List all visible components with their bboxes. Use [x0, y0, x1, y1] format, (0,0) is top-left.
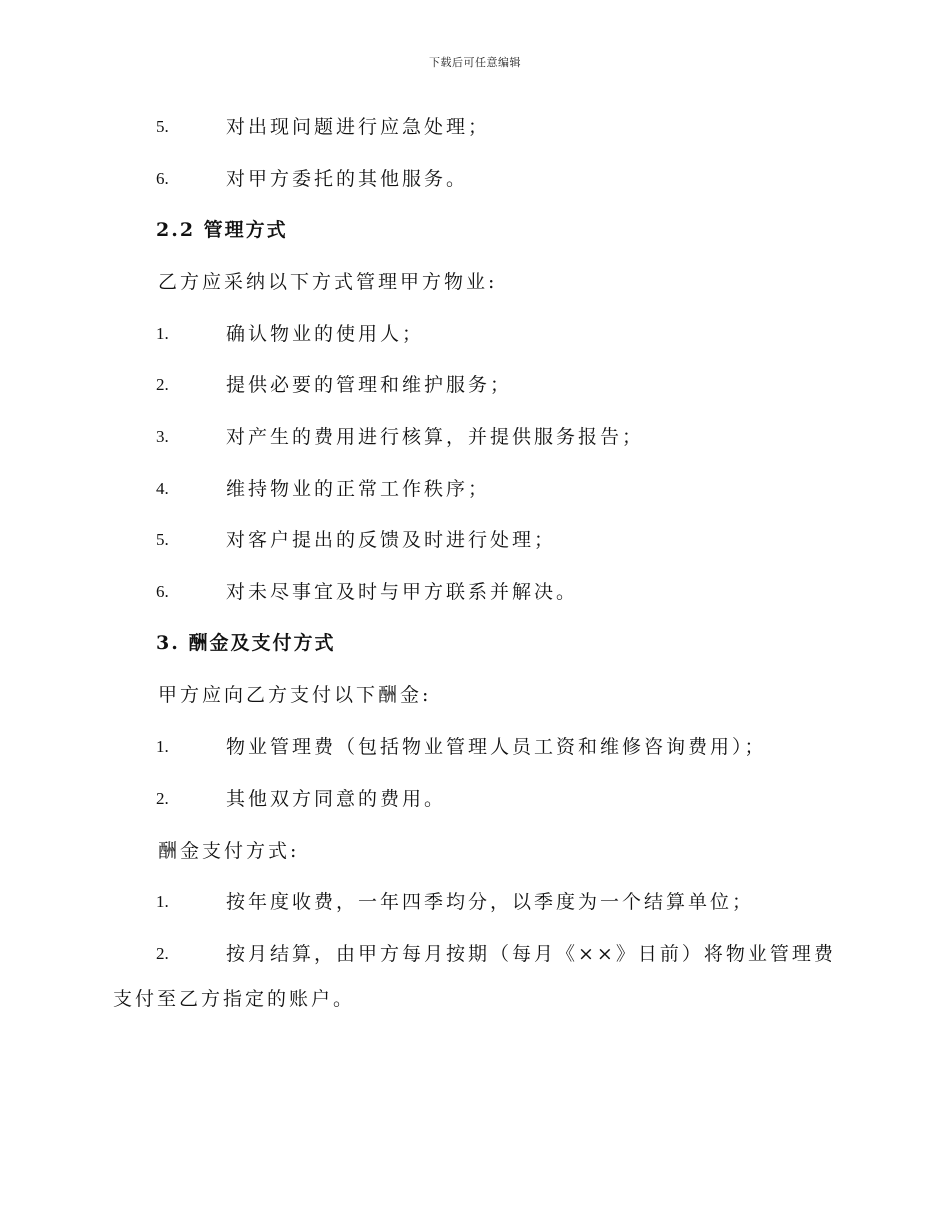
- list-number: 6.: [156, 582, 169, 601]
- list-number: 1.: [156, 324, 169, 343]
- list-text-continuation: 支付至乙方指定的账户。: [113, 988, 356, 1010]
- list-number: 5.: [156, 530, 169, 549]
- list-text: 对甲方委托的其他服务。: [226, 168, 469, 190]
- list-text: 物业管理费（包括物业管理人员工资和维修咨询费用）；: [226, 736, 767, 758]
- list-number: 2.: [156, 375, 169, 394]
- list-text: 提供必要的管理和维护服务；: [226, 374, 513, 396]
- list-number: 1.: [156, 737, 169, 756]
- list-number: 3.: [156, 427, 169, 446]
- list-number: 5.: [156, 117, 169, 136]
- section-heading-2-2: 2.2 管理方式: [156, 219, 288, 241]
- list-number: 4.: [156, 479, 169, 498]
- list-text: 按年度收费，一年四季均分，以季度为一个结算单位；: [226, 891, 755, 913]
- list-text: 确认物业的使用人；: [226, 323, 425, 345]
- list-text: 按月结算，由甲方每月按期（每月《××》日前）将物业管理费: [226, 943, 836, 965]
- list-number: 2.: [156, 944, 169, 963]
- list-number: 6.: [156, 169, 169, 188]
- list-text: 其他双方同意的费用。: [226, 788, 447, 810]
- list-number: 1.: [156, 892, 169, 911]
- header-note: 下载后可任意编辑: [429, 56, 521, 69]
- list-text: 对产生的费用进行核算，并提供服务报告；: [226, 426, 645, 448]
- list-text: 维持物业的正常工作秩序；: [226, 478, 491, 500]
- list-text: 对未尽事宜及时与甲方联系并解决。: [226, 581, 579, 603]
- list-text: 对出现问题进行应急处理；: [226, 116, 491, 138]
- paragraph: 甲方应向乙方支付以下酬金:: [158, 684, 432, 706]
- paragraph: 乙方应采纳以下方式管理甲方物业:: [158, 271, 498, 293]
- paragraph: 酬金支付方式:: [158, 840, 300, 862]
- list-text: 对客户提出的反馈及时进行处理；: [226, 529, 557, 551]
- section-heading-3: 3. 酬金及支付方式: [156, 632, 336, 654]
- list-number: 2.: [156, 789, 169, 808]
